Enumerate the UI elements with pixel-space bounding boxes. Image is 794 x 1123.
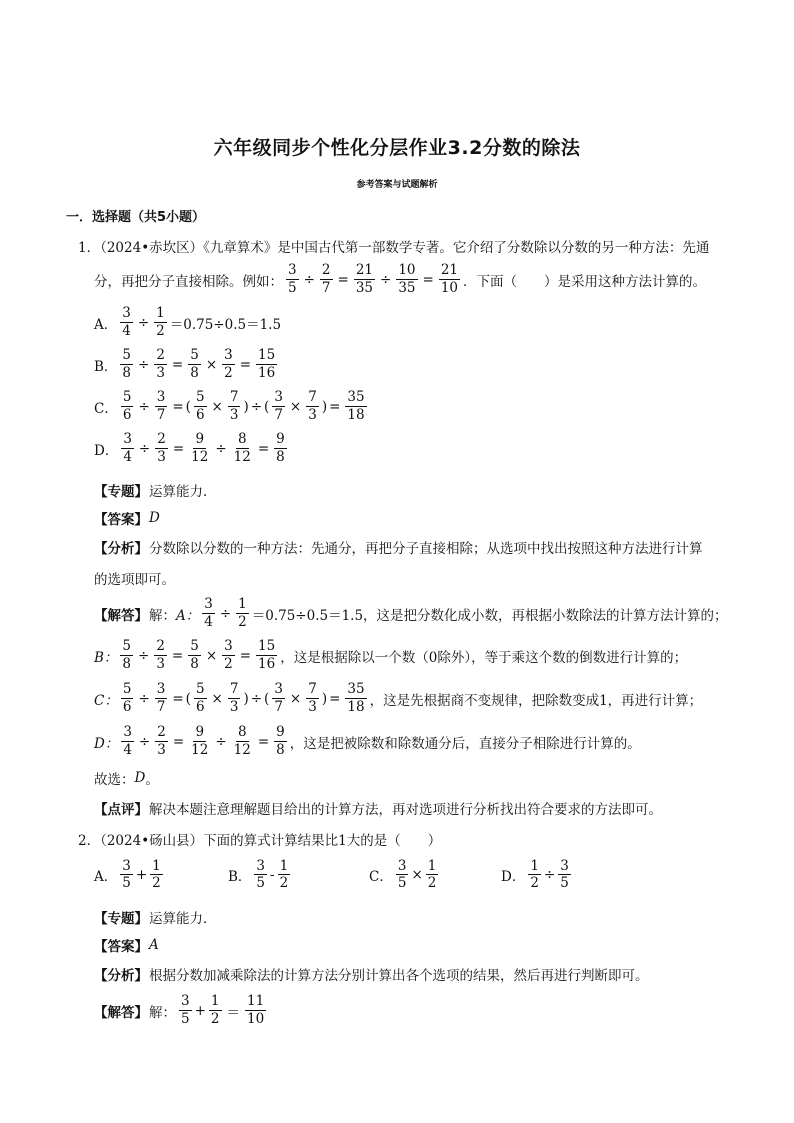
q1-option-a: A． $\frac{3}{4}$ ÷ $\frac{1}{2}$ ＝0.75÷0.5＝1.5	[94, 305, 282, 339]
fraction: $\frac{8}{12}$	[233, 724, 251, 758]
q2-answer: 【答案】 A	[94, 937, 159, 955]
fraction: $\frac{15}{16}$	[258, 638, 276, 672]
answer-tag: 【答案】	[94, 512, 148, 528]
fraction: $\frac{1}{2}$	[279, 857, 289, 891]
q2-option-a: A． $\frac{3}{5}$ + $\frac{1}{2}$	[94, 857, 161, 891]
fraction: $\frac{5}{6}$	[195, 681, 205, 715]
fraction: $\frac{3}{5}$	[122, 857, 131, 891]
fraction: $\frac{3}{7}$	[156, 681, 166, 715]
fraction: $\frac{3}{7}$	[274, 681, 283, 715]
topic-tag: 【专题】	[94, 911, 148, 927]
fraction: $\frac{3}{2}$	[224, 347, 233, 381]
fraction: $\frac{3}{5}$	[397, 857, 407, 891]
fraction: $\frac{9}{8}$	[276, 724, 285, 758]
fraction: $\frac{1}{2}$	[156, 305, 165, 339]
q1-stem-line1: 1．（2024•赤坎区）《九章算术》是中国古代第一部数学专著。它介绍了分数除以分数的另一种方法：先通	[78, 240, 710, 256]
q1-topic: 【专题】 运算能力．	[94, 480, 217, 500]
fraction: $\frac{5}{6}$	[122, 681, 132, 715]
solution-tag: 【解答】	[94, 607, 148, 624]
q2-analysis: 【分析】 根据分数加减乘除法的计算方法分别计算出各个选项的结果，然后再进行判断即可。	[94, 964, 649, 984]
fraction: $\frac{8}{12}$	[233, 431, 251, 465]
q1-option-d: D． $\frac{3}{4}$ ÷ $\frac{2}{3}$ = $\frac{9}{12}$ ÷ $\frac{8}{12}$ = $\frac{9}{8}$	[94, 431, 285, 465]
fraction: $\frac{3}{5}$	[288, 262, 297, 296]
q1-comment: 【点评】 解决本题注意理解题目给出的计算方法，再对选项进行分析找出符合要求的方法即可。	[94, 798, 662, 818]
fraction: $\frac{3}{5}$	[560, 857, 569, 891]
q1-answer: 【答案】 D	[94, 510, 160, 528]
fraction: $\frac{5}{8}$	[190, 347, 199, 381]
fraction: $\frac{15}{16}$	[258, 347, 276, 381]
fraction: $\frac{3}{7}$	[156, 389, 166, 423]
fraction: $\frac{3}{4}$	[122, 305, 131, 339]
fraction: $\frac{35}{18}$	[347, 681, 365, 715]
fraction: $\frac{9}{12}$	[191, 724, 209, 758]
fraction: $\frac{3}{4}$	[123, 724, 132, 758]
fraction: $\frac{5}{8}$	[122, 638, 132, 672]
option-label: D．	[94, 442, 119, 459]
fraction: $\frac{2}{3}$	[157, 724, 166, 758]
fraction: $\frac{1}{2}$	[530, 857, 539, 891]
q1-solution-b: B： $\frac{5}{8}$ ÷ $\frac{2}{3}$ = $\frac{5}{8}$ × $\frac{3}{2}$ = $\frac{15}{16}$ ，这是根据除以一个数（0除外），等于乘这个数的倒数进行计算的；	[94, 638, 688, 672]
q1-option-c: C． $\frac{5}{6}$ ÷ $\frac{3}{7}$ = ( $\frac{5}{6}$ × $\frac{7}{3}$ ) ÷ ( $\frac{3}{7}$ × $\frac{7}{3}$ ) = $\frac{35}{18}$	[94, 389, 365, 423]
fraction: $\frac{7}{3}$	[308, 681, 317, 715]
q1-analysis-line2: 的选项即可。	[94, 572, 175, 588]
q2-option-d: D． $\frac{1}{2}$ ÷ $\frac{3}{5}$	[501, 857, 569, 891]
fraction: $\frac{35}{18}$	[347, 389, 365, 423]
analysis-tag: 【分析】	[94, 541, 148, 557]
q2-options	[94, 857, 694, 891]
fraction: $\frac{2}{3}$	[157, 431, 166, 465]
answer-tag: 【答案】	[94, 939, 148, 955]
fraction: $\frac{3}{7}$	[274, 389, 283, 423]
fraction: $\frac{9}{12}$	[191, 431, 209, 465]
fraction: $\frac{7}{3}$	[229, 681, 239, 715]
solution-tag: 【解答】	[94, 1004, 148, 1021]
fraction: $\frac{2}{3}$	[156, 638, 165, 672]
fraction: $\frac{3}{4}$	[123, 431, 132, 465]
comment-tag: 【点评】	[94, 802, 148, 818]
option-label: C．	[94, 400, 118, 417]
fraction: $\frac{10}{35}$	[398, 262, 416, 296]
fraction: $\frac{21}{35}$	[355, 262, 373, 296]
fraction: $\frac{5}{8}$	[122, 347, 132, 381]
q1-analysis-line1: 【分析】 分数除以分数的一种方法：先通分，再把分子直接相除；从选项中找出按照这种方法进行计算	[94, 537, 703, 557]
q2-solution: 【解答】 解： $\frac{3}{5}$ + $\frac{1}{2}$ ＝ $\frac{11}{10}$	[94, 993, 265, 1027]
q1-stem-line2-text: 分，再把分子直接相除。例如：	[94, 273, 283, 290]
fraction: $\frac{3}{2}$	[224, 638, 233, 672]
fraction: $\frac{11}{10}$	[247, 993, 265, 1027]
fraction: $\frac{2}{7}$	[321, 262, 331, 296]
fraction: $\frac{1}{2}$	[210, 993, 220, 1027]
fraction: $\frac{3}{4}$	[204, 596, 213, 630]
option-label: A．	[94, 316, 118, 333]
fraction: $\frac{3}{5}$	[181, 993, 190, 1027]
q1-solution-a: 【解答】 解： A： $\frac{3}{4}$ ÷ $\frac{1}{2}$ ＝0.75÷0.5＝1.5，这是把分数化成小数，再根据小数除法的计算方法计算的；	[94, 596, 728, 630]
q2-option-c: C． $\frac{3}{5}$ × $\frac{1}{2}$	[369, 857, 437, 891]
fraction: $\frac{2}{3}$	[156, 347, 165, 381]
analysis-tag: 【分析】	[94, 968, 148, 984]
q2-topic: 【专题】 运算能力．	[94, 907, 217, 927]
fraction: $\frac{5}{8}$	[190, 638, 199, 672]
fraction: $\frac{1}{2}$	[152, 857, 161, 891]
document-title: 六年级同步个性化分层作业3.2分数的除法	[213, 137, 581, 159]
fraction: $\frac{5}{6}$	[122, 389, 132, 423]
q1-stem-line2: 分，再把分子直接相除。例如： $\frac{3}{5}$ ÷ $\frac{2}{7}$ = $\frac{21}{35}$ ÷ $\frac{10}{35}$ = $\frac{21}{10}$ ．下面（ ）是采用这种方法计算的。	[94, 262, 706, 296]
q1-option-b: B． $\frac{5}{8}$ ÷ $\frac{2}{3}$ = $\frac{5}{8}$ × $\frac{3}{2}$ = $\frac{15}{16}$	[94, 347, 276, 381]
fraction: $\frac{3}{5}$	[256, 857, 266, 891]
q1-solution-c: C： $\frac{5}{6}$ ÷ $\frac{3}{7}$ = ( $\frac{5}{6}$ × $\frac{7}{3}$ ) ÷ ( $\frac{3}{7}$ × $\frac{7}{3}$ ) = $\frac{35}{18}$ ，这是先根据商不变规律，把除数变成1，再进行计算；	[94, 681, 703, 715]
q2-stem: 2．（2024•砀山县）下面的算式计算结果比1大的是（ ）	[78, 833, 442, 849]
fraction: $\frac{7}{3}$	[229, 389, 239, 423]
fraction: $\frac{1}{2}$	[238, 596, 247, 630]
q2-option-b: B． $\frac{3}{5}$ - $\frac{1}{2}$	[228, 857, 289, 891]
fraction: $\frac{1}{2}$	[427, 857, 437, 891]
document-subtitle: 参考答案与试题解析	[356, 180, 438, 190]
fraction: $\frac{21}{10}$	[440, 262, 458, 296]
q1-solution-d: D： $\frac{3}{4}$ ÷ $\frac{2}{3}$ = $\frac{9}{12}$ ÷ $\frac{8}{12}$ = $\frac{9}{8}$ ，这是把被除数和除数通分后，直接分子相除进行计算的。	[94, 724, 641, 758]
topic-tag: 【专题】	[94, 484, 148, 500]
option-label: B．	[94, 358, 118, 375]
fraction: $\frac{5}{6}$	[195, 389, 205, 423]
fraction: $\frac{9}{8}$	[276, 431, 285, 465]
fraction: $\frac{7}{3}$	[308, 389, 317, 423]
section-heading: 一．选择题（共5小题）	[66, 210, 206, 225]
q1-choose: 故选： D 。	[94, 770, 159, 788]
